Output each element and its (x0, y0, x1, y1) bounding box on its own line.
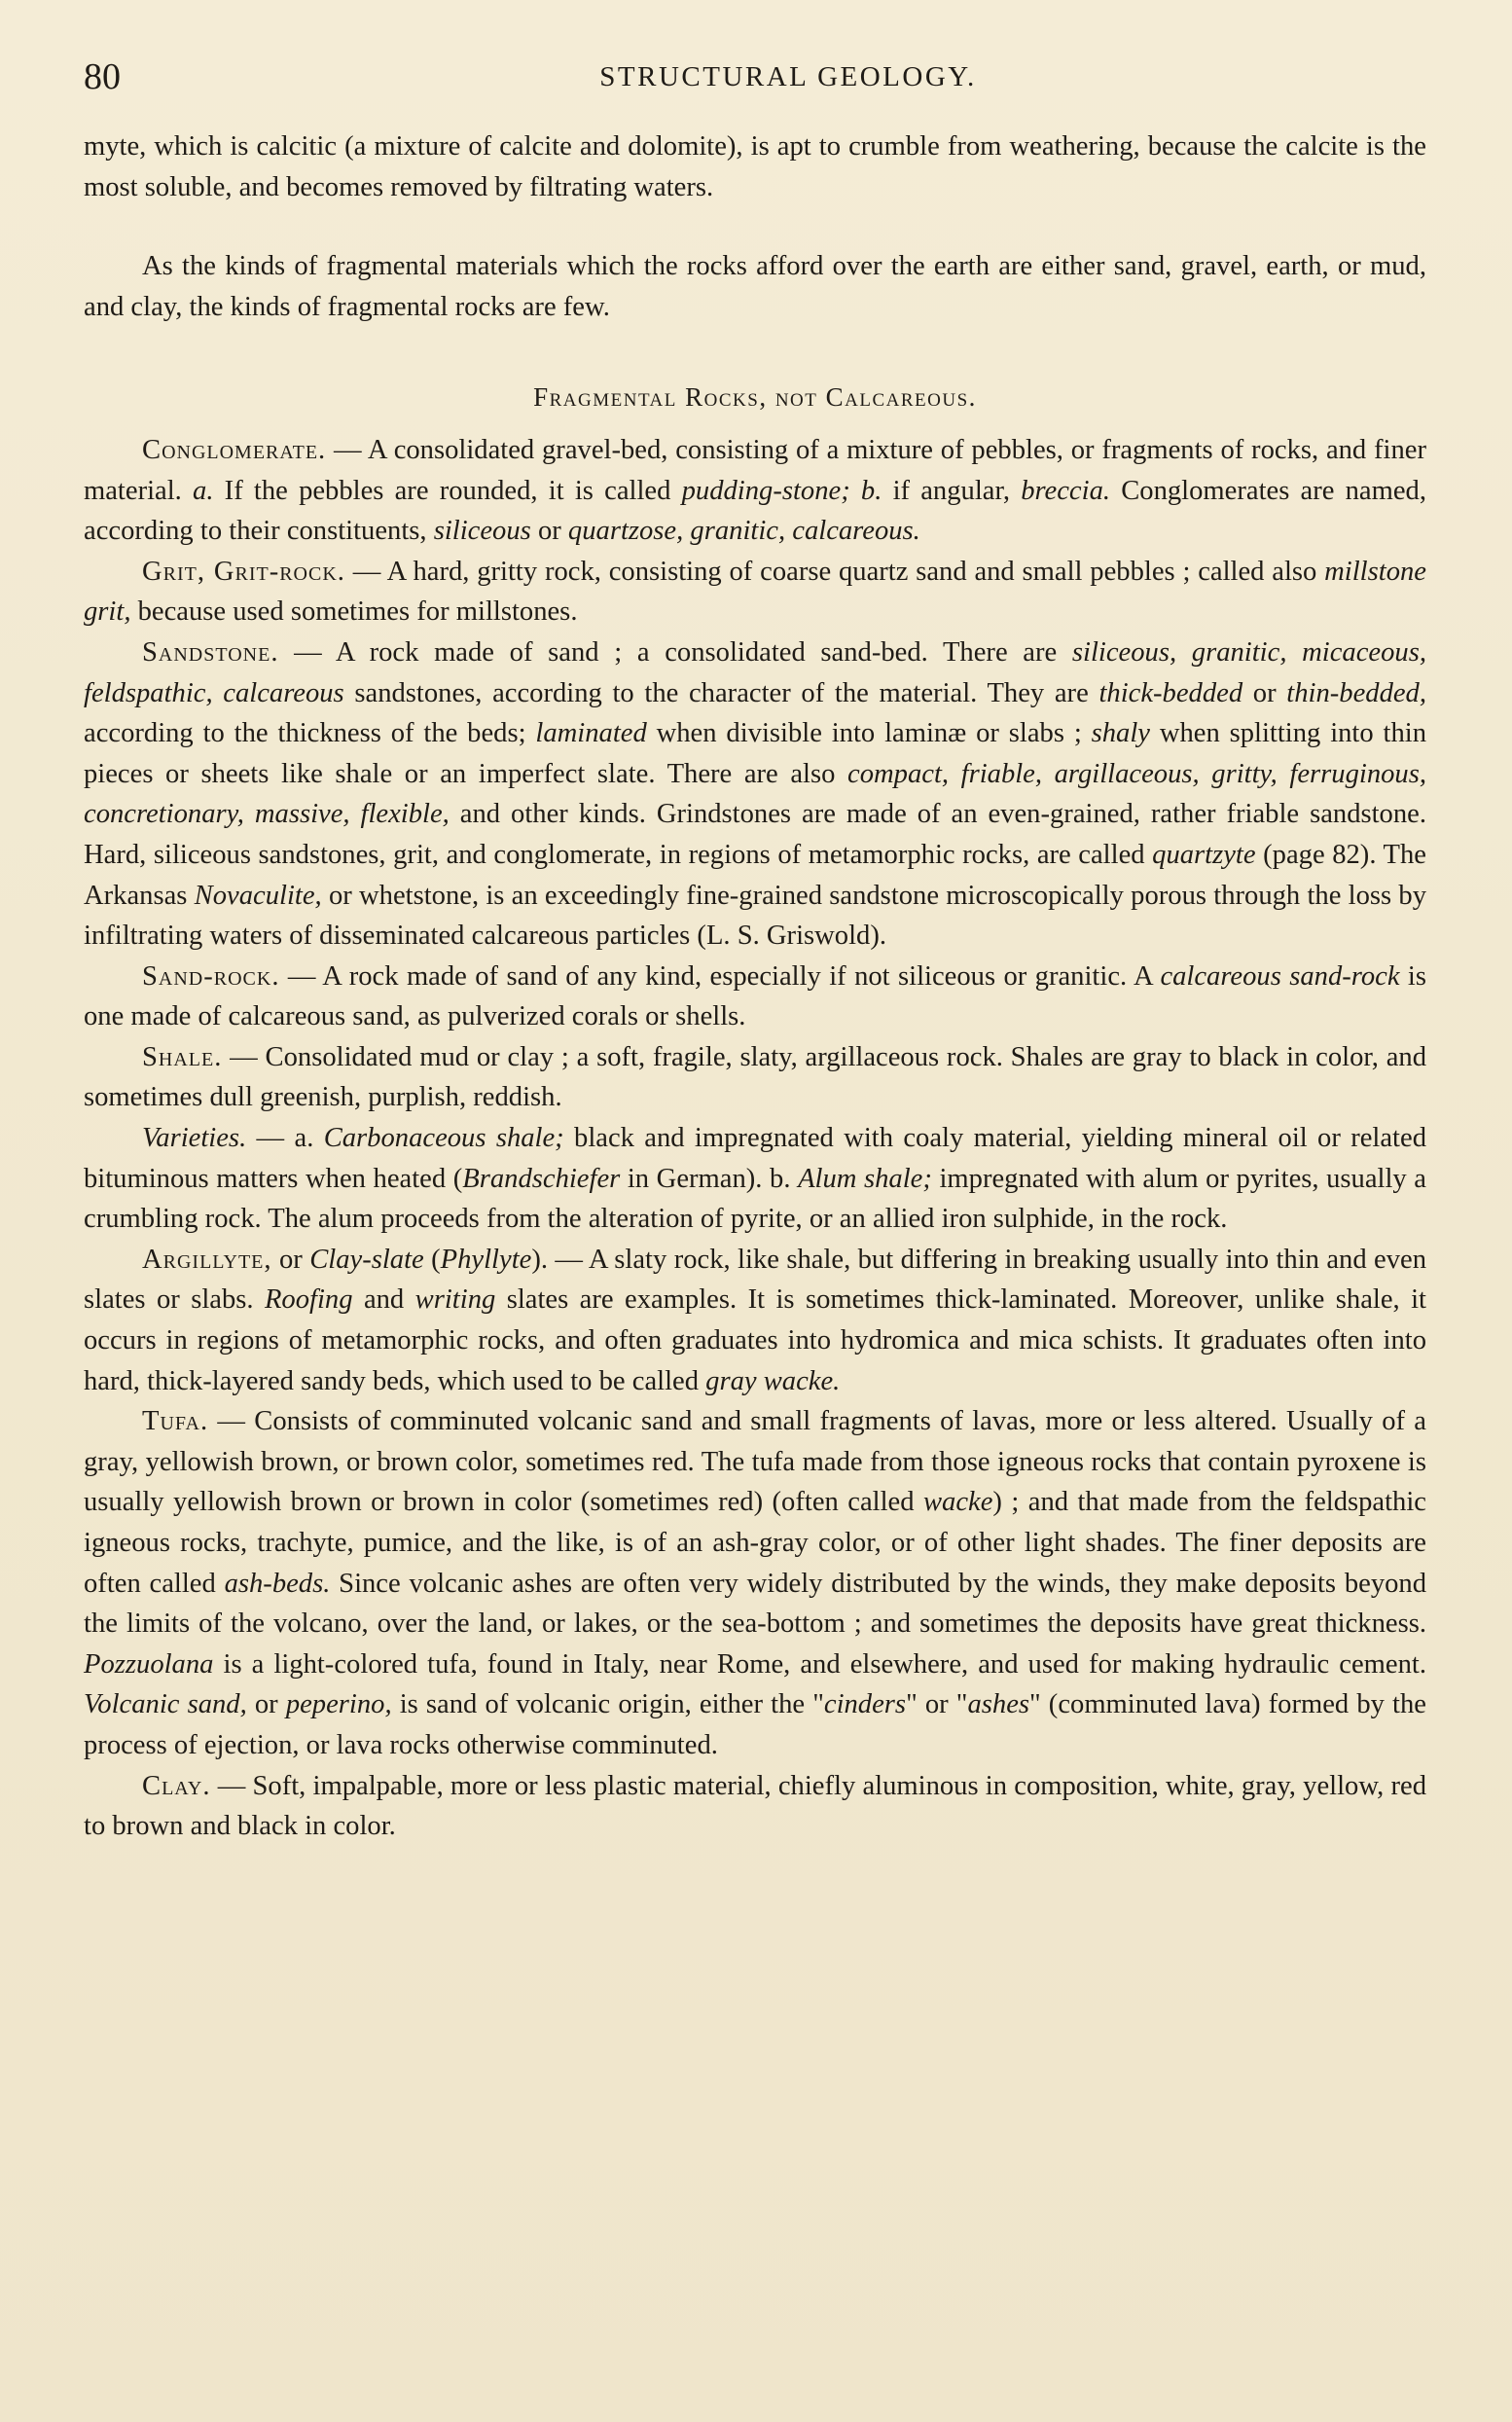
entry-text: sandstones, according to the character of the material. They are (343, 677, 1099, 708)
entry-clay (84, 1766, 1426, 1847)
entry-term: Clay. (142, 1770, 211, 1801)
entry-shale (84, 1037, 1426, 1118)
entry-shale-varieties (84, 1118, 1426, 1240)
page-header (84, 53, 1434, 101)
entry-emphasis: breccia. (1021, 475, 1111, 506)
entry-sandstone (84, 633, 1426, 957)
entry-emphasis: siliceous (433, 516, 531, 547)
entry-term: Shale. (142, 1041, 223, 1072)
entry-emphasis: writing (414, 1284, 496, 1316)
entry-text: (page 82). The Arkansas (84, 839, 1426, 911)
entry-text: " (comminuted lava) formed by the process of ejection, or lava rocks otherwise comminuted. (84, 1689, 1426, 1760)
entry-text: or (271, 1244, 310, 1275)
entry-emphasis: Volcanic sand, (84, 1689, 247, 1720)
entry-emphasis: thin-bedded, (1286, 677, 1427, 708)
entry-term: Argillyte, (142, 1244, 272, 1275)
entry-text: or (246, 1689, 286, 1720)
entry-emphasis: Alum shale; (798, 1163, 932, 1194)
entry-text: — A rock made of sand of any kind, especially if not siliceous or granitic. A (279, 960, 1161, 992)
entry-text: or whetstone, is an exceedingly fine-grained sandstone microscopically porous through the loss by infiltrating waters of disseminated calcareous particles (L. S. Griswold). (84, 880, 1426, 952)
entry-emphasis: wacke (922, 1487, 993, 1518)
entry-text: — Soft, impalpable, more or less plastic material, chiefly aluminous in composition, white, gray, yellow, red to brown and black in color. (84, 1770, 1426, 1842)
entry-text: — A hard, gritty rock, consisting of coarse quartz sand and small pebbles ; called also (344, 556, 1325, 587)
intro-paragraph: As the kinds of fragmental materials which the rocks afford over the earth are either sand, gravel, earth, or mud, and clay, the kinds of fragmental rocks are few. (84, 251, 1426, 322)
entry-text: when divisible into laminæ or slabs ; (646, 718, 1092, 749)
entry-text: or (530, 516, 568, 547)
entry-emphasis: Pozzuolana (84, 1648, 214, 1680)
entry-emphasis: Carbonaceous shale; (323, 1123, 564, 1154)
entry-emphasis: gray wacke. (705, 1365, 841, 1396)
intro-paragraph-continued: myte, which is calcitic (a mixture of calcite and dolomite), is apt to crumble from weathering, because the calcite is the most soluble, and becomes removed by filtrating waters. (84, 131, 1426, 202)
entry-text: or (1242, 677, 1287, 708)
entry-text: ) ; and that made from the feldspathic igneous rocks, trachyte, pumice, and the like, is of an ash-gray color, or of other light shades. The finer deposits are often called (84, 1487, 1426, 1599)
entry-emphasis: Novaculite, (194, 880, 322, 911)
entry-text: Conglomerates are named, according to their constituents, (84, 475, 1427, 547)
entry-term: Sandstone. (142, 636, 279, 668)
entry-emphasis: quartzose, granitic, calcareous. (567, 516, 920, 547)
entry-text: Since volcanic ashes are often very widely distributed by the winds, they make deposits beyond the limits of the volcano, over the land, or lakes, or the sea-bottom ; and sometimes the deposits have great thickness. (84, 1568, 1427, 1640)
running-head: STRUCTURAL GEOLOGY. (599, 61, 977, 92)
entry-emphasis: Brandschiefer (462, 1163, 621, 1194)
entry-emphasis: compact, friable, argillaceous, gritty, ferruginous, concretionary, massive, flexible, (84, 758, 1426, 830)
entry-text: — A rock made of sand ; a consolidated sand-bed. There are (278, 636, 1072, 668)
entry-text: — a. (246, 1123, 324, 1154)
entry-argillyte (84, 1240, 1426, 1401)
entry-text: ). — A slaty rock, like shale, but differing in breaking usually into thin and even slates or slabs. (84, 1244, 1426, 1316)
entry-term: Sand-rock. (142, 960, 280, 992)
entry-emphasis: a. (193, 475, 214, 506)
entry-emphasis: calcareous sand-rock (1160, 960, 1400, 992)
entry-text: — Consists of comminuted volcanic sand and small fragments of lavas, more or less altered. Usually of a gray, yellowish brown, or brown color, sometimes red. The tufa made from those igneous rocks that contain pyroxene is usually yellowish brown or brown in color (sometimes red) (often called (84, 1406, 1426, 1518)
entry-text: because used sometimes for millstones. (130, 596, 578, 628)
entry-text: when splitting into thin pieces or sheets like shale or an imperfect slate. There are also (84, 718, 1427, 789)
entry-emphasis: Varieties. (142, 1123, 247, 1154)
entry-text: — A consolidated gravel-bed, consisting of a mixture of pebbles, or fragments of rocks, and finer material. (84, 434, 1426, 506)
page-number: 80 (84, 56, 121, 97)
entry-emphasis: Roofing (264, 1284, 353, 1316)
entry-conglomerate (84, 430, 1426, 552)
entry-text: if angular, (882, 475, 1022, 506)
entry-emphasis: Phyllyte (440, 1244, 532, 1275)
entry-text: If the pebbles are rounded, it is called (213, 475, 682, 506)
entry-text: black and impregnated with coaly material, yielding mineral oil or related bituminous matters when heated ( (84, 1123, 1426, 1194)
entry-term: Conglomerate. (142, 434, 327, 465)
entry-text: impregnated with alum or pyrites, usually a crumbling rock. The alum proceeds from the alteration of pyrite, or an allied iron sulphide, in the rock. (84, 1163, 1426, 1235)
entry-text: and other kinds. Grindstones are made of an even-grained, rather friable sandstone. Hard, siliceous sandstones, grit, and conglomerate, in regions of metamorphic rocks, are called (84, 799, 1426, 870)
entry-sand-rock (84, 957, 1426, 1037)
entry-emphasis: shaly (1091, 718, 1150, 749)
entry-text: in German). b. (620, 1163, 799, 1194)
entry-emphasis: cinders (823, 1689, 907, 1720)
section-heading: Fragmental Rocks, not Calcareous. (533, 382, 977, 413)
entry-tufa (84, 1401, 1426, 1765)
entry-emphasis: Clay-slate (309, 1244, 424, 1275)
entry-term: Grit, Grit-rock. (142, 556, 345, 587)
entry-text: ( (423, 1244, 441, 1275)
entry-emphasis: ashes (967, 1689, 1030, 1720)
entry-text: is one made of calcareous sand, as pulverized corals or shells. (84, 960, 1426, 1032)
entry-emphasis: millstone grit, (84, 556, 1426, 628)
entry-emphasis: laminated (535, 718, 647, 749)
entry-text: — Consolidated mud or clay ; a soft, fragile, slaty, argillaceous rock. Shales are gray to black in color, and sometimes dull greenish, purplish, reddish. (84, 1041, 1426, 1113)
entry-emphasis: peperino, (285, 1689, 392, 1720)
entry-emphasis: ash-beds. (224, 1568, 331, 1599)
entry-emphasis: siliceous, granitic, micaceous, feldspathic, calcareous (84, 636, 1426, 708)
entry-text: and (352, 1284, 415, 1316)
page-body (84, 127, 1426, 1847)
entry-emphasis: pudding-stone; b. (681, 475, 882, 506)
entry-text: slates are examples. It is sometimes thick-laminated. Moreover, unlike shale, it occurs in regions of metamorphic rocks, and often graduates into hydromica and mica schists. It graduates often into hard, thick-layered sandy beds, which used to be called (84, 1284, 1426, 1396)
entry-text: is a light-colored tufa, found in Italy, near Rome, and elsewhere, and used for making hydraulic cement. (213, 1648, 1426, 1680)
entry-emphasis: thick-bedded (1098, 677, 1243, 708)
entry-text: " or " (906, 1689, 968, 1720)
entry-grit (84, 552, 1426, 633)
entry-text: according to the thickness of the beds; (84, 718, 536, 749)
entry-emphasis: quartzyte (1152, 839, 1256, 870)
entry-text: is sand of volcanic origin, either the " (391, 1689, 824, 1720)
entry-term: Tufa. (142, 1406, 209, 1437)
